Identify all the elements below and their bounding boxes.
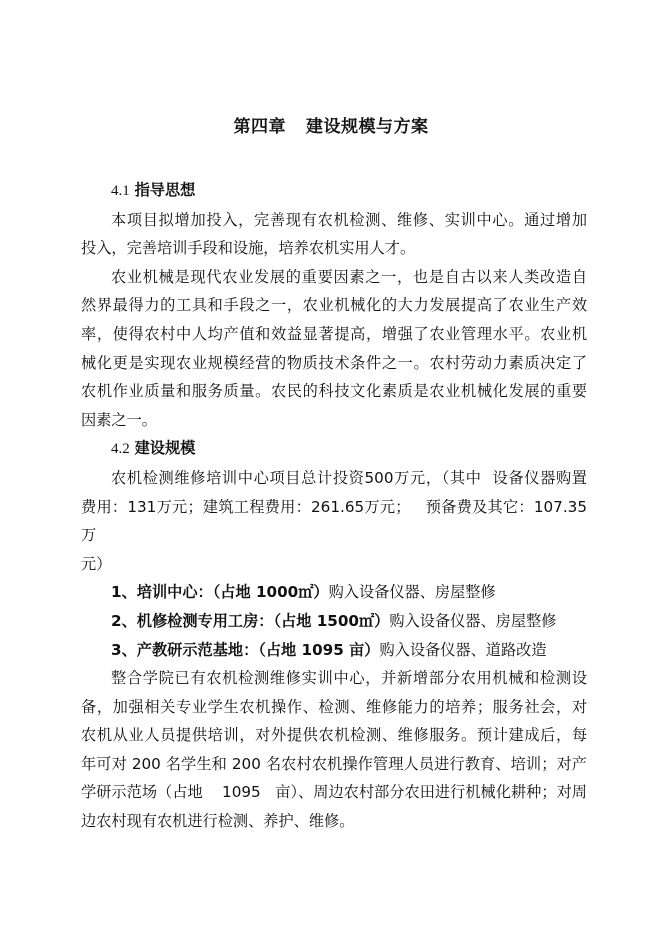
chapter-subtitle: 建设规模与方案 [306,117,429,137]
paragraph [81,664,587,836]
chapter-number: 第四章 [233,117,286,137]
section-title: 指导思想 [134,181,196,199]
text-line: 学研示范场（占地 1095 亩）、周边农村部分农田进行机械化耕种；对周 [81,783,587,802]
list-item-text: 购入设备仪器、房屋整修 [389,611,557,630]
section-title: 建设规模 [134,439,196,458]
list-item [81,636,587,665]
text-line: 农机检测维修培训中心项目总计投资500万元，（其中 设备仪器购置 [111,468,587,487]
chapter-title [0,112,662,137]
text-line: 农机作业质量和服务质量。农民的科技文化素质是农业机械化发展的重要 [81,382,587,401]
list-item-label: 3、产教研示范基地：（占地 1095 亩） [111,640,380,659]
list-item-text: 购入设备仪器、道路改造 [379,640,547,659]
document-body [81,176,587,836]
text-line: 投入，完善培训手段和设施，培养农机实用人才。 [81,239,416,258]
text-line: 本项目拟增加投入，完善现有农机检测、维修、实训中心。通过增加 [111,210,587,229]
list-item [81,607,587,636]
text-line: 率，使得农村中人均产值和效益显著提高，增强了农业管理水平。农业机 [81,324,587,343]
section-heading-4-1 [81,176,587,206]
text-line: 然界最得力的工具和手段之一，农业机械化的大力发展提高了农业生产效 [81,296,587,315]
list-item-label: 1、培训中心：（占地 1000㎡） [111,583,329,602]
text-line: 械化更是实现农业规模经营的物质技术条件之一。农村劳动力素质决定了 [81,353,587,372]
section-number: 4.2 [111,441,130,458]
paragraph [81,263,587,435]
list-item [81,578,587,607]
text-line: 费用：131万元；建筑工程费用：261.65万元； 预备费及其它：107.35万 [81,497,587,545]
text-line: 农机从业人员提供培训，对外提供农机检测、维修服务。预计建成后，每 [81,726,587,745]
list-item-text: 购入设备仪器、房屋整修 [328,583,496,602]
text-line: 年可对 200 名学生和 200 名农村农机操作管理人员进行教育、培训；对产 [81,754,587,773]
text-line: 备，加强相关专业学生农机操作、检测、维修能力的培养；服务社会，对 [81,697,587,716]
paragraph [81,206,587,263]
text-line: 元） [81,554,112,573]
text-line: 边农村现有农机进行检测、养护、维修。 [81,812,355,831]
list-item-label: 2、机修检测专用工房：（占地 1500㎡） [111,611,390,630]
section-number: 4.1 [111,183,130,199]
text-line: 农业机械是现代农业发展的重要因素之一，也是自古以来人类改造自 [111,267,587,286]
text-line: 因素之一。 [81,410,157,429]
paragraph [81,464,587,578]
section-heading-4-2 [81,434,587,464]
text-line: 整合学院已有农机检测维修实训中心，并新增部分农用机械和检测设 [111,669,587,688]
